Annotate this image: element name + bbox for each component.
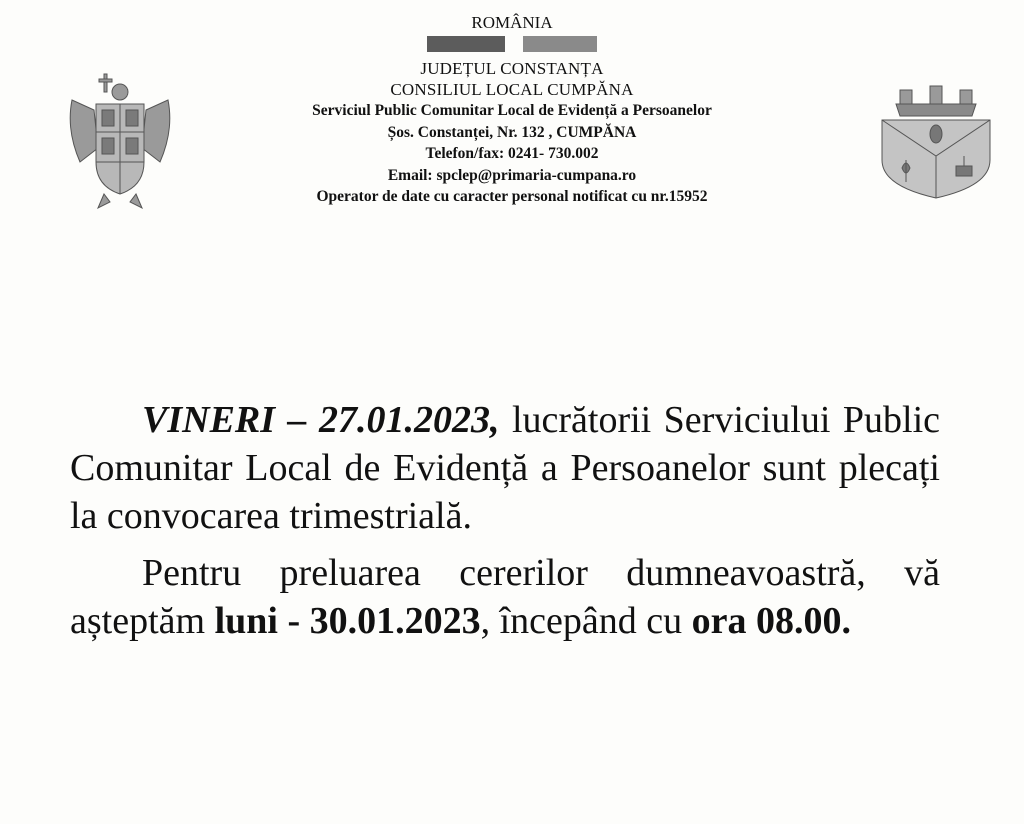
service-name: Serviciul Public Comunitar Local de Evidență a Persoanelor [312,102,712,119]
data-operator-notice: Operator de date cu caracter personal notificat cu nr.15952 [316,188,708,205]
redaction-bar [427,36,505,52]
reopen-text-1: Pentru preluarea cererilor dumneavoastră, vă așteptăm [70,552,940,642]
closure-text: lucrătorii Serviciului Public Comunitar Local de Evidență a Persoanelor sunt plecați la convocarea trimestrială. [70,399,941,537]
notice-body [70,396,940,645]
redacted-area [0,36,1024,56]
council-heading: CONSILIUL LOCAL CUMPĂNA [390,80,634,99]
closure-date: VINERI – 27.01.2023, [142,399,500,441]
service-address: Șos. Constanței, Nr. 132 , CUMPĂNA [387,123,637,141]
reopen-hour: ora 08.00. [691,600,852,642]
redaction-bar [523,36,597,52]
service-phone: Telefon/fax: 0241- 730.002 [425,145,599,162]
service-email: Email: spclep@primaria-cumpana.ro [387,166,637,184]
reopen-date: luni - 30.01.2023 [214,600,481,642]
reopen-text-2: , începând cu [480,600,692,642]
county-heading: JUDEȚUL CONSTANȚA [420,59,604,78]
notice-paragraph-1 [70,396,940,540]
notice-paragraph-2 [70,549,940,645]
document-header [0,12,1024,208]
country-heading: ROMÂNIA [471,13,553,32]
